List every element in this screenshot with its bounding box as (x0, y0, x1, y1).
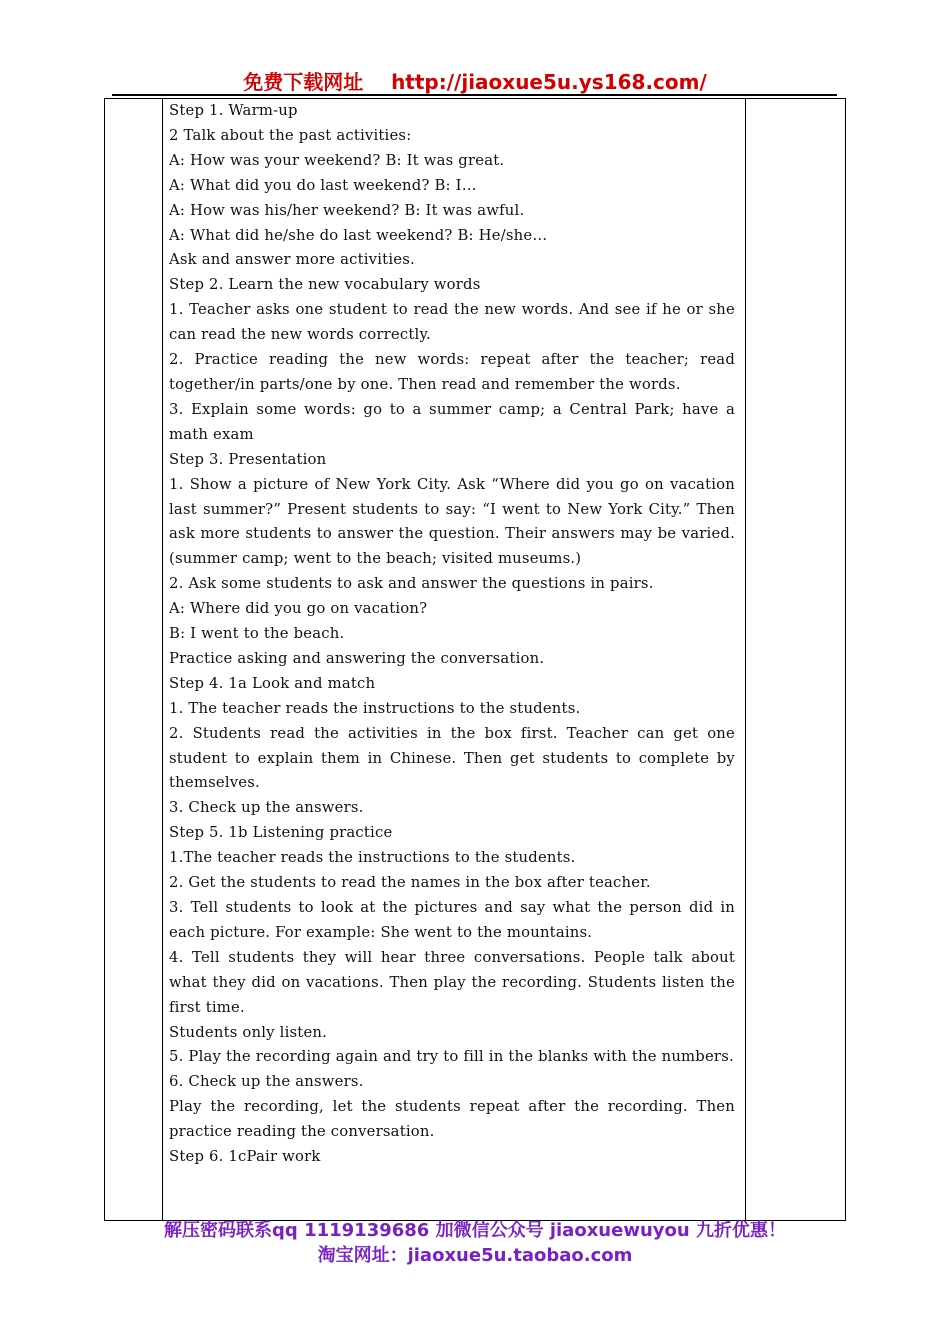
header-rule (112, 94, 837, 96)
footer-contact: 解压密码联系qq 1119139686 加微信公众号 jiaoxuewuyou 九折优惠！ (164, 1220, 786, 1241)
step-line: 1. The teacher reads the instructions to the students. (169, 699, 581, 717)
step-line: 1.The teacher reads the instructions to the students. (169, 849, 576, 867)
step-line: 3. Explain some words: go to a summer camp; a Central Park; have a math exam (169, 400, 735, 443)
step-line: Practice asking and answering the conversation. (169, 649, 545, 667)
step-line: Step 4. 1a Look and match (169, 674, 376, 692)
footer-shop-url[interactable]: 淘宝网址：jiaoxue5u.taobao.com (317, 1245, 633, 1266)
step-line: B: I went to the beach. (169, 625, 345, 643)
step-line: 4. Tell students they will hear three conversations. People talk about what they did on vacations. Then play the recording. Students listen the first time. (169, 948, 735, 1016)
step-line: Step 3. Presentation (169, 450, 327, 468)
lesson-steps (169, 99, 735, 1219)
step-line: 1. Show a picture of New York City. Ask “Where did you go on vacation last summer?” Present students to say: “I went to New York City.” Then ask more students to answer the question. Their answers may be varied. (summer camp; went to the beach; visited museums.) (169, 475, 735, 568)
step-line: 2. Students read the activities in the box first. Teacher can get one student to explain them in Chinese. Then get students to complete by themselves. (169, 724, 735, 792)
step-line: Play the recording, let the students repeat after the recording. Then practice reading the conversation. (169, 1098, 735, 1141)
step-line: A: Where did you go on vacation? (169, 600, 428, 618)
step-line: 2 Talk about the past activities: (169, 126, 412, 144)
step-line: Step 6. 1cPair work (169, 1148, 321, 1166)
step-line: 2. Ask some students to ask and answer the questions in pairs. (169, 575, 654, 593)
step-line: A: What did he/she do last weekend? B: He/she… (169, 226, 548, 244)
page-header (0, 66, 950, 95)
step-line: Step 5. 1b Listening practice (169, 824, 393, 842)
table-divider-2 (745, 98, 746, 1221)
step-line: 3. Check up the answers. (169, 799, 364, 817)
table-right-border (845, 98, 846, 1221)
step-line: A: What did you do last weekend? B: I… (169, 176, 477, 194)
step-line: 6. Check up the answers. (169, 1073, 364, 1091)
step-line: 2. Practice reading the new words: repeat after the teacher; read together/in parts/one by one. Then read and remember the words. (169, 351, 735, 393)
step-line: Step 2. Learn the new vocabulary words (169, 276, 481, 294)
header-label: 免费下载网址 (243, 70, 364, 94)
table-divider-1 (162, 98, 163, 1221)
step-line: Students only listen. (169, 1023, 328, 1041)
step-line: A: How was his/her weekend? B: It was awful. (169, 201, 525, 219)
table-left-border (104, 98, 105, 1221)
step-line: A: How was your weekend? B: It was great. (169, 151, 505, 169)
step-line: 1. Teacher asks one student to read the new words. And see if he or she can read the new words correctly. (169, 301, 735, 344)
step-line: Step 1. Warm-up (169, 102, 298, 119)
step-line: 5. Play the recording again and try to fill in the blanks with the numbers. (169, 1048, 734, 1066)
step-line: Ask and answer more activities. (169, 251, 415, 269)
step-line: 3. Tell students to look at the pictures and say what the person did in each picture. For example: She went to the mountains. (169, 899, 735, 941)
header-url[interactable]: http://jiaoxue5u.ys168.com/ (391, 70, 707, 94)
step-line: 2. Get the students to read the names in the box after teacher. (169, 874, 651, 892)
